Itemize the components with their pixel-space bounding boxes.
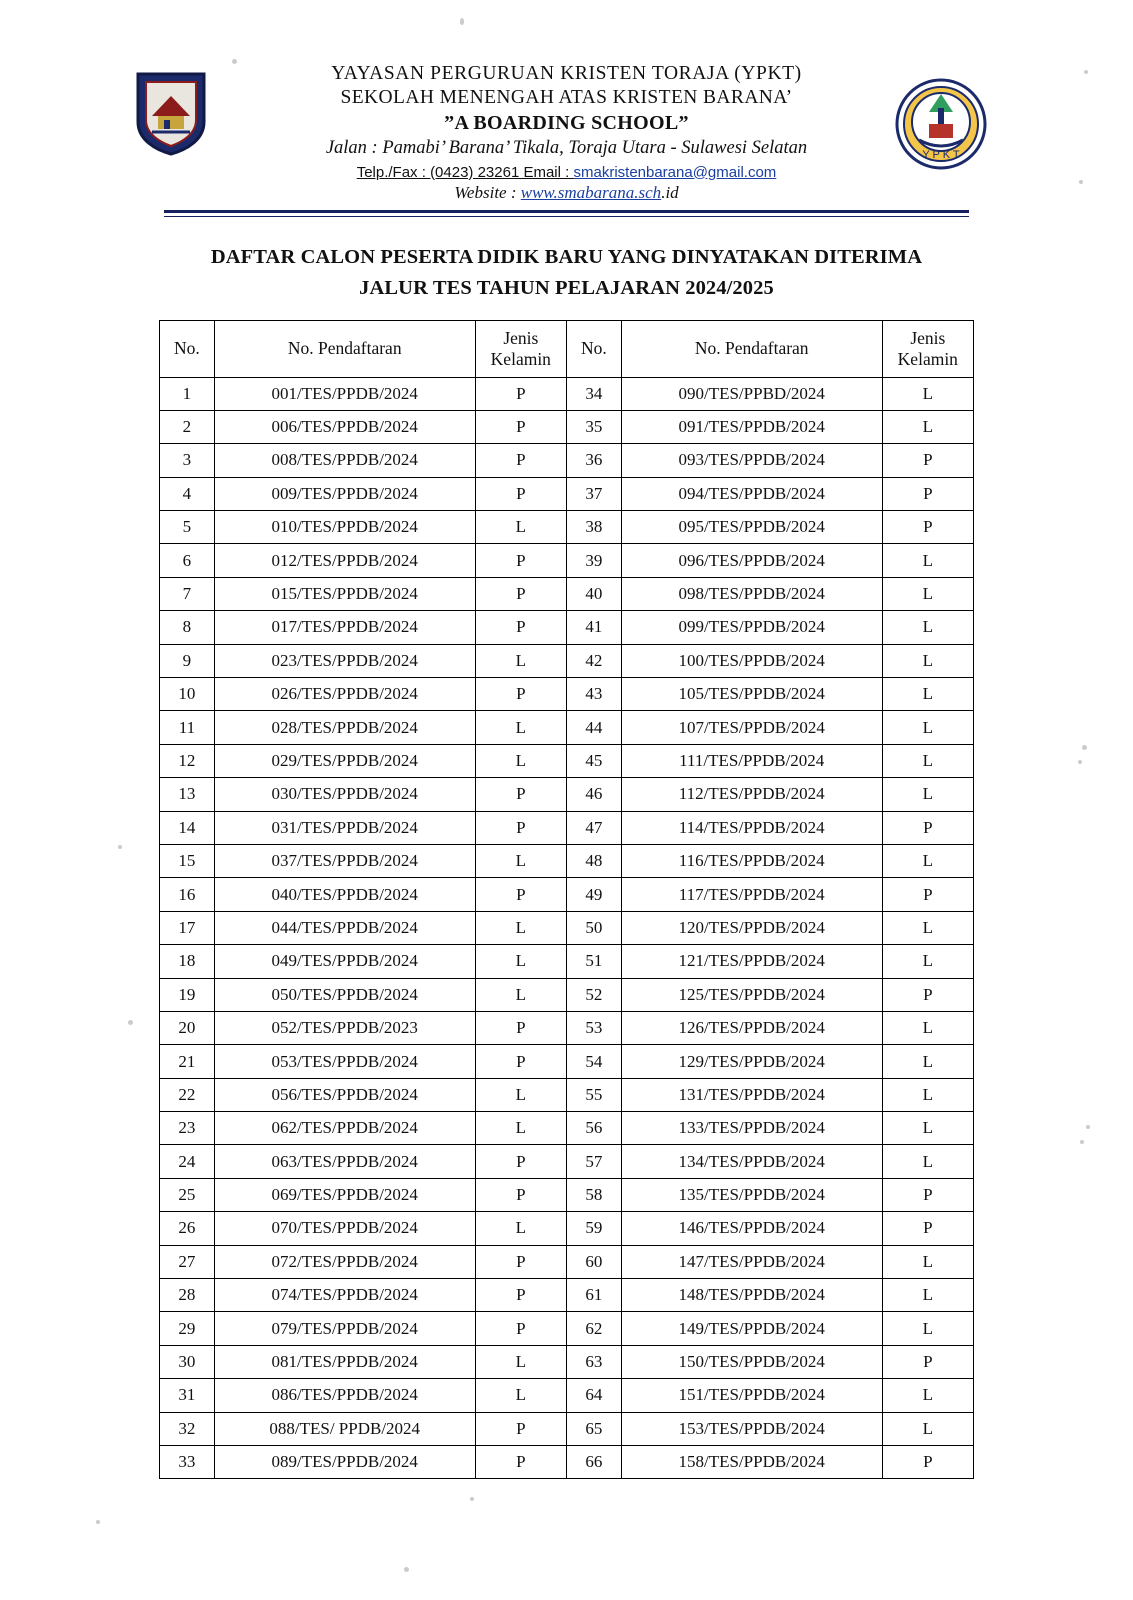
row-registration-left: 069/TES/PPDB/2024 [214, 1178, 475, 1211]
col-header-no-left: No. [160, 320, 215, 377]
row-no-right: 66 [566, 1446, 621, 1479]
row-registration-left: 040/TES/PPDB/2024 [214, 878, 475, 911]
row-registration-left: 052/TES/PPDB/2023 [214, 1011, 475, 1044]
page-title-line1: DAFTAR CALON PESERTA DIDIK BARU YANG DINYATAKAN DITERIMA [210, 246, 923, 268]
row-sex-right: L [882, 410, 973, 443]
row-no-right: 44 [566, 711, 621, 744]
row-sex-right: L [882, 1279, 973, 1312]
table-row [160, 1279, 974, 1312]
row-sex-right: P [882, 1212, 973, 1245]
row-registration-left: 008/TES/PPDB/2024 [214, 444, 475, 477]
row-no-right: 56 [566, 1112, 621, 1145]
row-sex-right: L [882, 577, 973, 610]
row-no-right: 53 [566, 1011, 621, 1044]
table-header [160, 320, 974, 377]
table-row [160, 544, 974, 577]
row-sex-right: P [882, 811, 973, 844]
row-registration-right: 153/TES/PPDB/2024 [621, 1412, 882, 1445]
row-sex-left: L [475, 1112, 566, 1145]
row-sex-right: L [882, 711, 973, 744]
row-sex-left: P [475, 410, 566, 443]
row-sex-left: P [475, 878, 566, 911]
table-header-row [160, 320, 974, 377]
row-registration-left: 031/TES/PPDB/2024 [214, 811, 475, 844]
table-row [160, 511, 974, 544]
row-no-left: 13 [160, 778, 215, 811]
row-no-right: 36 [566, 444, 621, 477]
letterhead [0, 0, 1133, 212]
letterhead-divider [164, 210, 969, 217]
email-link[interactable]: smakristenbarana@gmail.com [573, 163, 777, 181]
row-sex-left: P [475, 778, 566, 811]
row-registration-right: 098/TES/PPDB/2024 [621, 577, 882, 610]
row-sex-right: L [882, 544, 973, 577]
row-sex-right: P [882, 444, 973, 477]
table-row [160, 744, 974, 777]
row-sex-right: P [882, 878, 973, 911]
row-no-left: 21 [160, 1045, 215, 1078]
table-row [160, 1112, 974, 1145]
row-sex-right: P [882, 1345, 973, 1378]
row-sex-right: L [882, 778, 973, 811]
row-no-left: 24 [160, 1145, 215, 1178]
col-header-sex-right [882, 320, 973, 377]
row-registration-right: 151/TES/PPDB/2024 [621, 1379, 882, 1412]
row-no-left: 6 [160, 544, 215, 577]
school-crest-icon [134, 70, 208, 156]
row-registration-left: 070/TES/PPDB/2024 [214, 1212, 475, 1245]
table-row [160, 711, 974, 744]
row-registration-left: 012/TES/PPDB/2024 [214, 544, 475, 577]
table-row [160, 1412, 974, 1445]
row-no-right: 48 [566, 844, 621, 877]
row-sex-left: P [475, 1011, 566, 1044]
row-sex-right: P [882, 1446, 973, 1479]
col-header-registration-left: No. Pendaftaran [214, 320, 475, 377]
col-header-sex-left [475, 320, 566, 377]
row-sex-right: L [882, 1112, 973, 1145]
row-registration-right: 147/TES/PPDB/2024 [621, 1245, 882, 1278]
website-suffix: .id [661, 182, 679, 202]
page-title-line2: JALUR TES TAHUN PELAJARAN 2024/2025 [359, 276, 774, 299]
col-header-sex-left-line1: Jenis [503, 328, 539, 349]
row-no-right: 64 [566, 1379, 621, 1412]
row-no-left: 14 [160, 811, 215, 844]
row-sex-right: L [882, 844, 973, 877]
row-registration-left: 053/TES/PPDB/2024 [214, 1045, 475, 1078]
table-row [160, 945, 974, 978]
row-registration-right: 158/TES/PPDB/2024 [621, 1446, 882, 1479]
accepted-students-table-wrapper [159, 320, 974, 1480]
scan-speck [96, 1520, 100, 1524]
row-registration-left: 023/TES/PPDB/2024 [214, 644, 475, 677]
row-registration-left: 079/TES/PPDB/2024 [214, 1312, 475, 1345]
row-no-right: 51 [566, 945, 621, 978]
row-sex-left: L [475, 945, 566, 978]
row-no-right: 63 [566, 1345, 621, 1378]
table-row [160, 844, 974, 877]
row-registration-left: 086/TES/PPDB/2024 [214, 1379, 475, 1412]
row-registration-right: 112/TES/PPDB/2024 [621, 778, 882, 811]
foundation-name: YAYASAN PERGURUAN KRISTEN TORAJA (YPKT) [331, 63, 802, 84]
row-no-left: 29 [160, 1312, 215, 1345]
school-name: SEKOLAH MENENGAH ATAS KRISTEN BARANA’ [340, 86, 793, 108]
row-registration-right: 146/TES/PPDB/2024 [621, 1212, 882, 1245]
table-row [160, 444, 974, 477]
row-registration-left: 062/TES/PPDB/2024 [214, 1112, 475, 1145]
row-sex-left: L [475, 1212, 566, 1245]
row-registration-left: 089/TES/PPDB/2024 [214, 1446, 475, 1479]
row-no-right: 58 [566, 1178, 621, 1211]
row-no-left: 2 [160, 410, 215, 443]
row-registration-right: 120/TES/PPDB/2024 [621, 911, 882, 944]
row-no-left: 4 [160, 477, 215, 510]
table-row [160, 1312, 974, 1345]
row-no-right: 55 [566, 1078, 621, 1111]
scan-speck [1080, 1140, 1084, 1144]
table-row [160, 1446, 974, 1479]
row-sex-right: P [882, 477, 973, 510]
row-sex-right: L [882, 1045, 973, 1078]
row-sex-left: P [475, 1412, 566, 1445]
row-sex-left: P [475, 577, 566, 610]
row-registration-left: 001/TES/PPDB/2024 [214, 377, 475, 410]
col-header-sex-right-line2: Kelamin [897, 348, 958, 369]
row-registration-right: 111/TES/PPDB/2024 [621, 744, 882, 777]
row-no-left: 31 [160, 1379, 215, 1412]
row-registration-left: 063/TES/PPDB/2024 [214, 1145, 475, 1178]
col-header-sex-right-line1: Jenis [910, 328, 946, 349]
scan-speck [1086, 1125, 1090, 1129]
row-no-right: 34 [566, 377, 621, 410]
table-row [160, 1245, 974, 1278]
row-registration-right: 094/TES/PPDB/2024 [621, 477, 882, 510]
row-no-left: 25 [160, 1178, 215, 1211]
table-row [160, 1345, 974, 1378]
row-sex-left: P [475, 444, 566, 477]
row-registration-left: 049/TES/PPDB/2024 [214, 945, 475, 978]
row-registration-right: 107/TES/PPDB/2024 [621, 711, 882, 744]
table-row [160, 1178, 974, 1211]
row-sex-right: P [882, 511, 973, 544]
table-row [160, 477, 974, 510]
row-registration-right: 131/TES/PPDB/2024 [621, 1078, 882, 1111]
row-sex-left: P [475, 1178, 566, 1211]
row-registration-left: 010/TES/PPDB/2024 [214, 511, 475, 544]
table-row [160, 1379, 974, 1412]
school-address: Jalan : Pamabi’ Barana’ Tikala, Toraja Utara - Sulawesi Selatan [325, 137, 808, 158]
svg-text:Y P K T: Y P K T [922, 149, 960, 161]
row-registration-right: 135/TES/PPDB/2024 [621, 1178, 882, 1211]
accepted-students-table [159, 320, 974, 1480]
row-no-left: 32 [160, 1412, 215, 1445]
table-row [160, 1045, 974, 1078]
row-no-left: 33 [160, 1446, 215, 1479]
row-no-left: 19 [160, 978, 215, 1011]
row-no-left: 12 [160, 744, 215, 777]
row-no-left: 9 [160, 644, 215, 677]
ypkt-logo-icon [895, 78, 987, 170]
row-no-left: 15 [160, 844, 215, 877]
row-no-right: 45 [566, 744, 621, 777]
row-sex-right: P [882, 978, 973, 1011]
row-registration-right: 090/TES/PPBD/2024 [621, 377, 882, 410]
row-no-left: 1 [160, 377, 215, 410]
school-website-line [0, 183, 1133, 204]
row-registration-right: 095/TES/PPDB/2024 [621, 511, 882, 544]
row-no-left: 8 [160, 611, 215, 644]
row-registration-right: 129/TES/PPDB/2024 [621, 1045, 882, 1078]
row-sex-right: L [882, 1312, 973, 1345]
row-registration-right: 149/TES/PPDB/2024 [621, 1312, 882, 1345]
row-sex-left: L [475, 744, 566, 777]
row-sex-right: L [882, 377, 973, 410]
row-registration-left: 088/TES/ PPDB/2024 [214, 1412, 475, 1445]
row-no-right: 52 [566, 978, 621, 1011]
row-no-right: 35 [566, 410, 621, 443]
row-registration-left: 074/TES/PPDB/2024 [214, 1279, 475, 1312]
row-sex-left: L [475, 1345, 566, 1378]
row-no-right: 59 [566, 1212, 621, 1245]
row-no-right: 47 [566, 811, 621, 844]
row-registration-right: 117/TES/PPDB/2024 [621, 878, 882, 911]
row-no-left: 22 [160, 1078, 215, 1111]
row-registration-left: 050/TES/PPDB/2024 [214, 978, 475, 1011]
row-no-right: 65 [566, 1412, 621, 1445]
row-no-left: 20 [160, 1011, 215, 1044]
website-label: Website : [454, 182, 521, 202]
scan-speck [118, 845, 122, 849]
table-row [160, 778, 974, 811]
row-registration-right: 126/TES/PPDB/2024 [621, 1011, 882, 1044]
row-sex-left: P [475, 811, 566, 844]
row-no-left: 23 [160, 1112, 215, 1145]
row-sex-right: L [882, 945, 973, 978]
row-sex-left: L [475, 978, 566, 1011]
row-registration-left: 081/TES/PPDB/2024 [214, 1345, 475, 1378]
table-row [160, 577, 974, 610]
scan-speck [1078, 760, 1082, 764]
page-title [0, 242, 1133, 304]
row-sex-left: P [475, 377, 566, 410]
row-registration-left: 029/TES/PPDB/2024 [214, 744, 475, 777]
table-row [160, 978, 974, 1011]
row-no-right: 43 [566, 678, 621, 711]
row-no-right: 41 [566, 611, 621, 644]
row-sex-left: P [475, 678, 566, 711]
row-sex-right: L [882, 1245, 973, 1278]
table-row [160, 377, 974, 410]
row-no-right: 40 [566, 577, 621, 610]
school-tagline: ”A BOARDING SCHOOL” [444, 111, 689, 134]
row-registration-left: 017/TES/PPDB/2024 [214, 611, 475, 644]
row-no-right: 61 [566, 1279, 621, 1312]
row-sex-right: L [882, 744, 973, 777]
row-sex-left: L [475, 511, 566, 544]
col-header-registration-right: No. Pendaftaran [621, 320, 882, 377]
row-no-left: 26 [160, 1212, 215, 1245]
row-registration-right: 125/TES/PPDB/2024 [621, 978, 882, 1011]
row-no-left: 10 [160, 678, 215, 711]
row-sex-left: L [475, 644, 566, 677]
row-no-right: 42 [566, 644, 621, 677]
row-sex-left: L [475, 844, 566, 877]
row-registration-left: 006/TES/PPDB/2024 [214, 410, 475, 443]
table-row [160, 1145, 974, 1178]
row-no-left: 28 [160, 1279, 215, 1312]
row-no-right: 39 [566, 544, 621, 577]
table-row [160, 410, 974, 443]
row-registration-right: 134/TES/PPDB/2024 [621, 1145, 882, 1178]
row-sex-right: L [882, 911, 973, 944]
row-no-left: 5 [160, 511, 215, 544]
row-no-right: 38 [566, 511, 621, 544]
row-sex-right: L [882, 1379, 973, 1412]
row-no-right: 54 [566, 1045, 621, 1078]
table-row [160, 878, 974, 911]
table-row [160, 678, 974, 711]
row-registration-right: 150/TES/PPDB/2024 [621, 1345, 882, 1378]
scan-speck [470, 1497, 474, 1501]
row-registration-left: 056/TES/PPDB/2024 [214, 1078, 475, 1111]
table-row [160, 611, 974, 644]
row-sex-left: P [475, 1446, 566, 1479]
col-header-sex-left-line2: Kelamin [490, 348, 551, 369]
table-row [160, 1011, 974, 1044]
row-no-right: 62 [566, 1312, 621, 1345]
row-registration-right: 099/TES/PPDB/2024 [621, 611, 882, 644]
telephone-text: Telp./Fax : (0423) 23261 Email : [356, 163, 574, 181]
row-sex-left: P [475, 1145, 566, 1178]
table-row [160, 911, 974, 944]
row-sex-left: P [475, 611, 566, 644]
row-registration-right: 114/TES/PPDB/2024 [621, 811, 882, 844]
row-sex-right: L [882, 1145, 973, 1178]
row-registration-left: 028/TES/PPDB/2024 [214, 711, 475, 744]
row-registration-left: 009/TES/PPDB/2024 [214, 477, 475, 510]
row-no-right: 60 [566, 1245, 621, 1278]
row-sex-right: P [882, 1178, 973, 1211]
row-sex-right: L [882, 678, 973, 711]
row-sex-left: P [475, 1279, 566, 1312]
row-registration-left: 044/TES/PPDB/2024 [214, 911, 475, 944]
table-row [160, 1212, 974, 1245]
row-registration-right: 105/TES/PPDB/2024 [621, 678, 882, 711]
scan-speck [128, 1020, 133, 1025]
row-registration-right: 116/TES/PPDB/2024 [621, 844, 882, 877]
scan-speck [404, 1567, 409, 1572]
row-sex-right: L [882, 611, 973, 644]
row-sex-left: P [475, 1245, 566, 1278]
row-registration-left: 072/TES/PPDB/2024 [214, 1245, 475, 1278]
row-sex-left: P [475, 544, 566, 577]
row-registration-right: 096/TES/PPDB/2024 [621, 544, 882, 577]
row-sex-left: L [475, 1078, 566, 1111]
table-row [160, 1078, 974, 1111]
row-sex-right: L [882, 1011, 973, 1044]
scan-speck [1082, 745, 1087, 750]
row-registration-left: 030/TES/PPDB/2024 [214, 778, 475, 811]
row-registration-left: 026/TES/PPDB/2024 [214, 678, 475, 711]
row-registration-right: 148/TES/PPDB/2024 [621, 1279, 882, 1312]
row-sex-left: L [475, 711, 566, 744]
row-sex-left: P [475, 1312, 566, 1345]
row-registration-right: 121/TES/PPDB/2024 [621, 945, 882, 978]
row-registration-right: 091/TES/PPDB/2024 [621, 410, 882, 443]
table-row [160, 811, 974, 844]
row-sex-left: P [475, 1045, 566, 1078]
table-row [160, 644, 974, 677]
col-header-no-right: No. [566, 320, 621, 377]
row-registration-right: 093/TES/PPDB/2024 [621, 444, 882, 477]
row-registration-left: 015/TES/PPDB/2024 [214, 577, 475, 610]
row-registration-right: 133/TES/PPDB/2024 [621, 1112, 882, 1145]
row-no-right: 57 [566, 1145, 621, 1178]
table-body [160, 377, 974, 1479]
row-no-left: 30 [160, 1345, 215, 1378]
row-no-right: 46 [566, 778, 621, 811]
row-no-left: 17 [160, 911, 215, 944]
row-no-left: 16 [160, 878, 215, 911]
row-sex-left: P [475, 477, 566, 510]
row-sex-left: L [475, 1379, 566, 1412]
row-no-left: 27 [160, 1245, 215, 1278]
row-no-left: 3 [160, 444, 215, 477]
row-no-left: 7 [160, 577, 215, 610]
row-registration-right: 100/TES/PPDB/2024 [621, 644, 882, 677]
website-link[interactable]: www.smabarana.sch [520, 182, 662, 202]
row-no-left: 18 [160, 945, 215, 978]
row-no-right: 37 [566, 477, 621, 510]
row-sex-right: L [882, 1412, 973, 1445]
row-no-right: 50 [566, 911, 621, 944]
row-sex-left: L [475, 911, 566, 944]
row-registration-left: 037/TES/PPDB/2024 [214, 844, 475, 877]
row-no-left: 11 [160, 711, 215, 744]
row-sex-right: L [882, 644, 973, 677]
row-sex-right: L [882, 1078, 973, 1111]
row-no-right: 49 [566, 878, 621, 911]
